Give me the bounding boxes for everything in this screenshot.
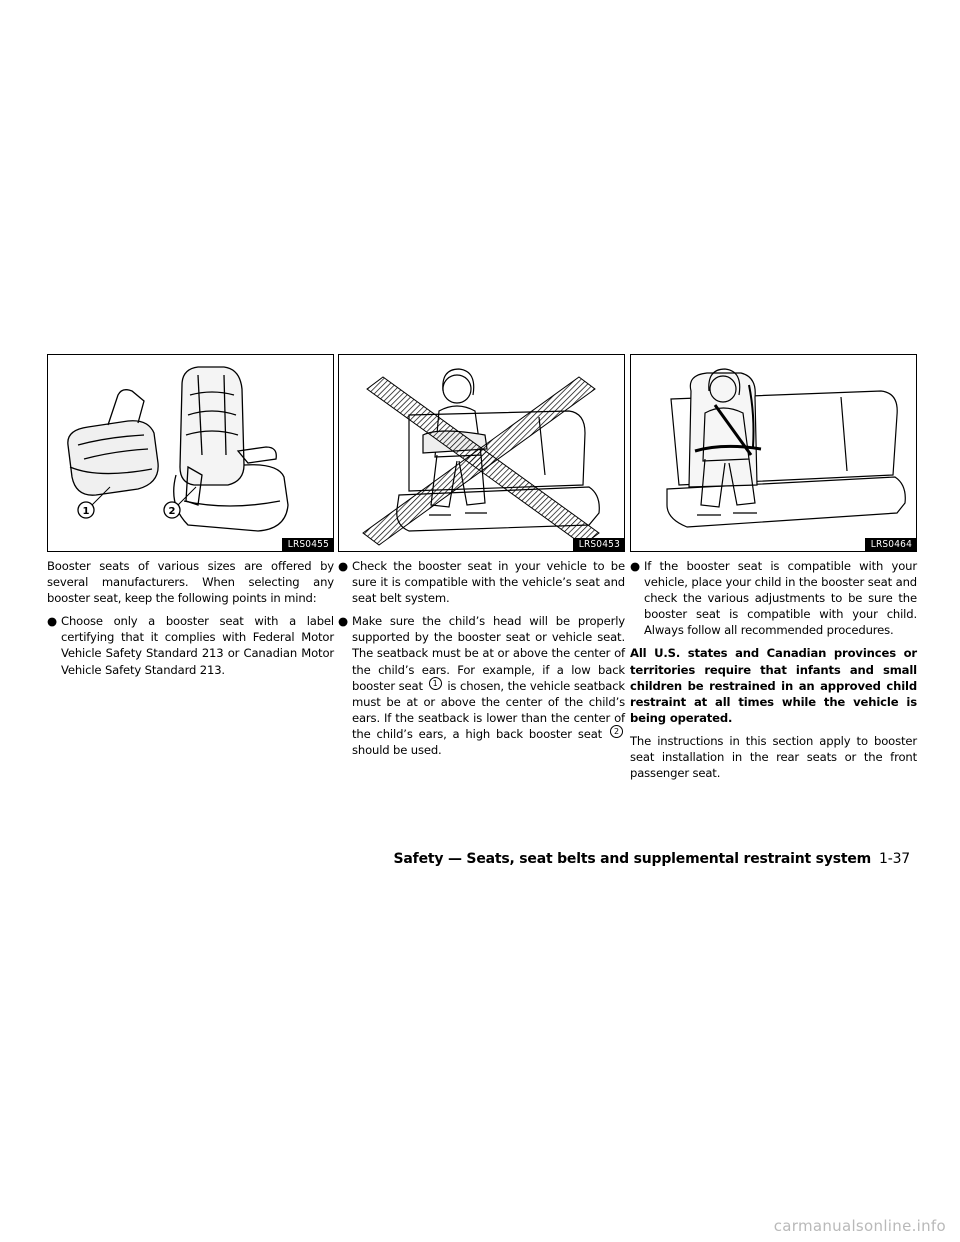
booster-seats-drawing (48, 355, 333, 551)
bullet-item (338, 613, 625, 758)
page-number: 1-37 (879, 851, 910, 867)
bullet-dot: ● (338, 559, 348, 573)
bullet-text-part1: Make sure the child’s head will be properly supported by the booster seat or vehicle seat. The seatback must be at or above the center of the child’s ears. For example, if a low back booster seat (352, 614, 625, 693)
correct-booster-illustration (630, 354, 917, 552)
page-footer (394, 851, 910, 867)
bullet-item (47, 613, 334, 677)
bullet-text: Check the booster seat in your vehicle to be sure it is compatible with the vehicle’s seat and seat belt system. (352, 559, 625, 606)
circled-number-1: 1 (429, 677, 442, 690)
callout-2: 2 (168, 506, 176, 517)
bullet-dot: ● (630, 559, 640, 573)
bullet-item (338, 558, 625, 606)
incorrect-booster-drawing (339, 355, 624, 551)
bullet-dot: ● (338, 614, 348, 629)
bullet-text-part3: should be used. (352, 743, 442, 758)
watermark: carmanualsonline.info (773, 1217, 946, 1235)
figure-code: LRS0455 (282, 538, 333, 551)
circled-number-2: 2 (610, 725, 623, 738)
column-middle (338, 354, 625, 765)
figure-code: LRS0464 (865, 538, 916, 551)
instructions-paragraph: The instructions in this section apply to booster seat installation in the rear seats or the front passenger seat. (630, 733, 917, 781)
bullet-text: If the booster seat is compatible with your vehicle, place your child in the booster seat and check the various adjustments to be sure the booster seat is compatible with your child. Always follow all recommended procedures. (644, 559, 917, 638)
bullet-text: Choose only a booster seat with a label certifying that it complies with Federal Motor Vehicle Safety Standard 213 or Canadian Motor Vehicle Safety Standard 213. (61, 614, 334, 677)
incorrect-booster-illustration (338, 354, 625, 552)
bullet-text-part2: is chosen, the vehicle seatback must be at or above the center of the child’s ears. If the seatback is lower than the center of the child’s ears, a high back booster seat (352, 678, 625, 741)
intro-paragraph: Booster seats of various sizes are offered by several manufacturers. When selecting any booster seat, keep the following points in mind: (47, 559, 334, 606)
bullet-item (630, 558, 917, 638)
callout-1: 1 (82, 506, 90, 517)
bullet-dot: ● (47, 614, 57, 629)
correct-booster-drawing (631, 355, 916, 551)
booster-seats-illustration (47, 354, 334, 552)
column-left (47, 354, 334, 685)
column-right (630, 354, 917, 788)
requirement-paragraph: All U.S. states and Canadian provinces or territories require that infants and small children be restrained in an approved child restraint at all times while the vehicle is being operated. (630, 646, 917, 725)
figure-code: LRS0453 (573, 538, 624, 551)
footer-section-title: Safety — Seats, seat belts and supplemental restraint system (393, 851, 872, 867)
